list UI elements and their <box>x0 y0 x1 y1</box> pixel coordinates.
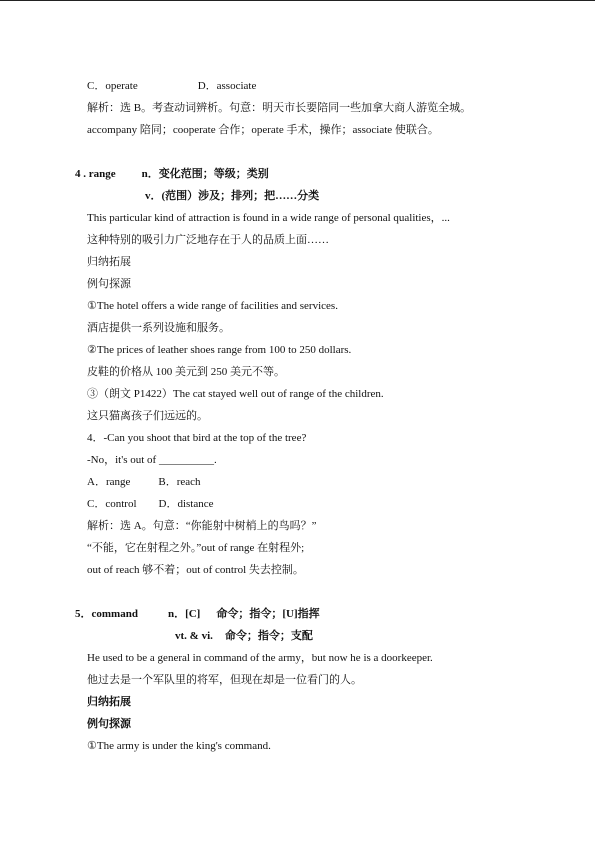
top-rule <box>0 0 595 1</box>
entry-pos-verb <box>175 629 313 643</box>
example-sentence: ①The army is under the king's command. <box>87 740 271 752</box>
exercise-answer-line <box>87 453 217 467</box>
option-d: D．associate <box>197 80 257 92</box>
option-line-a-b <box>87 475 201 489</box>
subheading-examples: 例句探源 <box>87 278 131 290</box>
entry-word: 5．command <box>75 608 138 620</box>
option-c: C．operate <box>87 80 138 92</box>
fill-blank: __________ <box>158 454 214 466</box>
explanation-line: 解析：选 A。句意：“你能射中树梢上的鸟吗？” <box>87 520 317 532</box>
entry-meaning-verb: 命令；指令；支配 <box>224 630 313 642</box>
example-translation: 他过去是一个军队里的将军，但现在却是一位看门的人。 <box>87 674 362 686</box>
option-c: C．control <box>87 498 137 510</box>
explanation-line: out of reach 够不着；out of control 失去控制。 <box>87 564 304 576</box>
example-sentence: He used to be a general in command of the army，but now he is a doorkeeper. <box>87 652 433 664</box>
explanation-line: “不能，它在射程之外。”out of range 在射程外; <box>87 542 305 554</box>
option-line-c-d <box>87 79 256 93</box>
example-sentence: ②The prices of leather shoes range from 100 to 250 dollars. <box>87 344 352 356</box>
entry-heading-command <box>75 607 320 621</box>
example-translation: 这种特别的吸引力广泛地存在于人的品质上面…… <box>87 234 329 246</box>
answer-period: . <box>213 454 217 466</box>
example-translation: 皮鞋的价格从 100 美元到 250 美元不等。 <box>87 366 285 378</box>
explanation-line: accompany 陪同；cooperate 合作；operate 手术，操作；associate 使联合。 <box>87 124 439 136</box>
example-sentence: ③（朗文 P1422）The cat stayed well out of range of the children. <box>87 388 384 400</box>
example-translation: 酒店提供一系列设施和服务。 <box>87 322 230 334</box>
subheading-summary: 归纳拓展 <box>87 696 131 708</box>
option-a: A．range <box>87 476 131 488</box>
entry-pos-verb: v．(范围）涉及；排列；把……分类 <box>145 190 320 202</box>
entry-meaning-noun: 命令；指令；[U]指挥 <box>216 608 320 620</box>
entry-word: 4 . range <box>75 168 116 180</box>
answer-prefix: -No，it's out of <box>87 454 159 466</box>
entry-pos-noun: n．[C] <box>167 608 201 620</box>
example-sentence: This particular kind of attraction is found in a wide range of personal qualities，... <box>87 212 450 224</box>
example-sentence: ①The hotel offers a wide range of facilities and services. <box>87 300 338 312</box>
option-line-c-d <box>87 497 213 511</box>
entry-heading-range <box>75 167 269 181</box>
entry-pos-verb-label: vt. & vi. <box>175 630 213 642</box>
explanation-line: 解析：选 B。考查动词辨析。句意：明天市长要陪同一些加拿大商人游览全城。 <box>87 102 472 114</box>
exercise-question: 4．-Can you shoot that bird at the top of the tree? <box>87 432 307 444</box>
option-d: D．distance <box>158 498 214 510</box>
subheading-examples: 例句探源 <box>87 718 131 730</box>
subheading-summary: 归纳拓展 <box>87 256 131 268</box>
example-translation: 这只猫离孩子们远远的。 <box>87 410 208 422</box>
entry-pos-noun: n．变化范围；等级；类别 <box>141 168 269 180</box>
option-b: B．reach <box>158 476 201 488</box>
